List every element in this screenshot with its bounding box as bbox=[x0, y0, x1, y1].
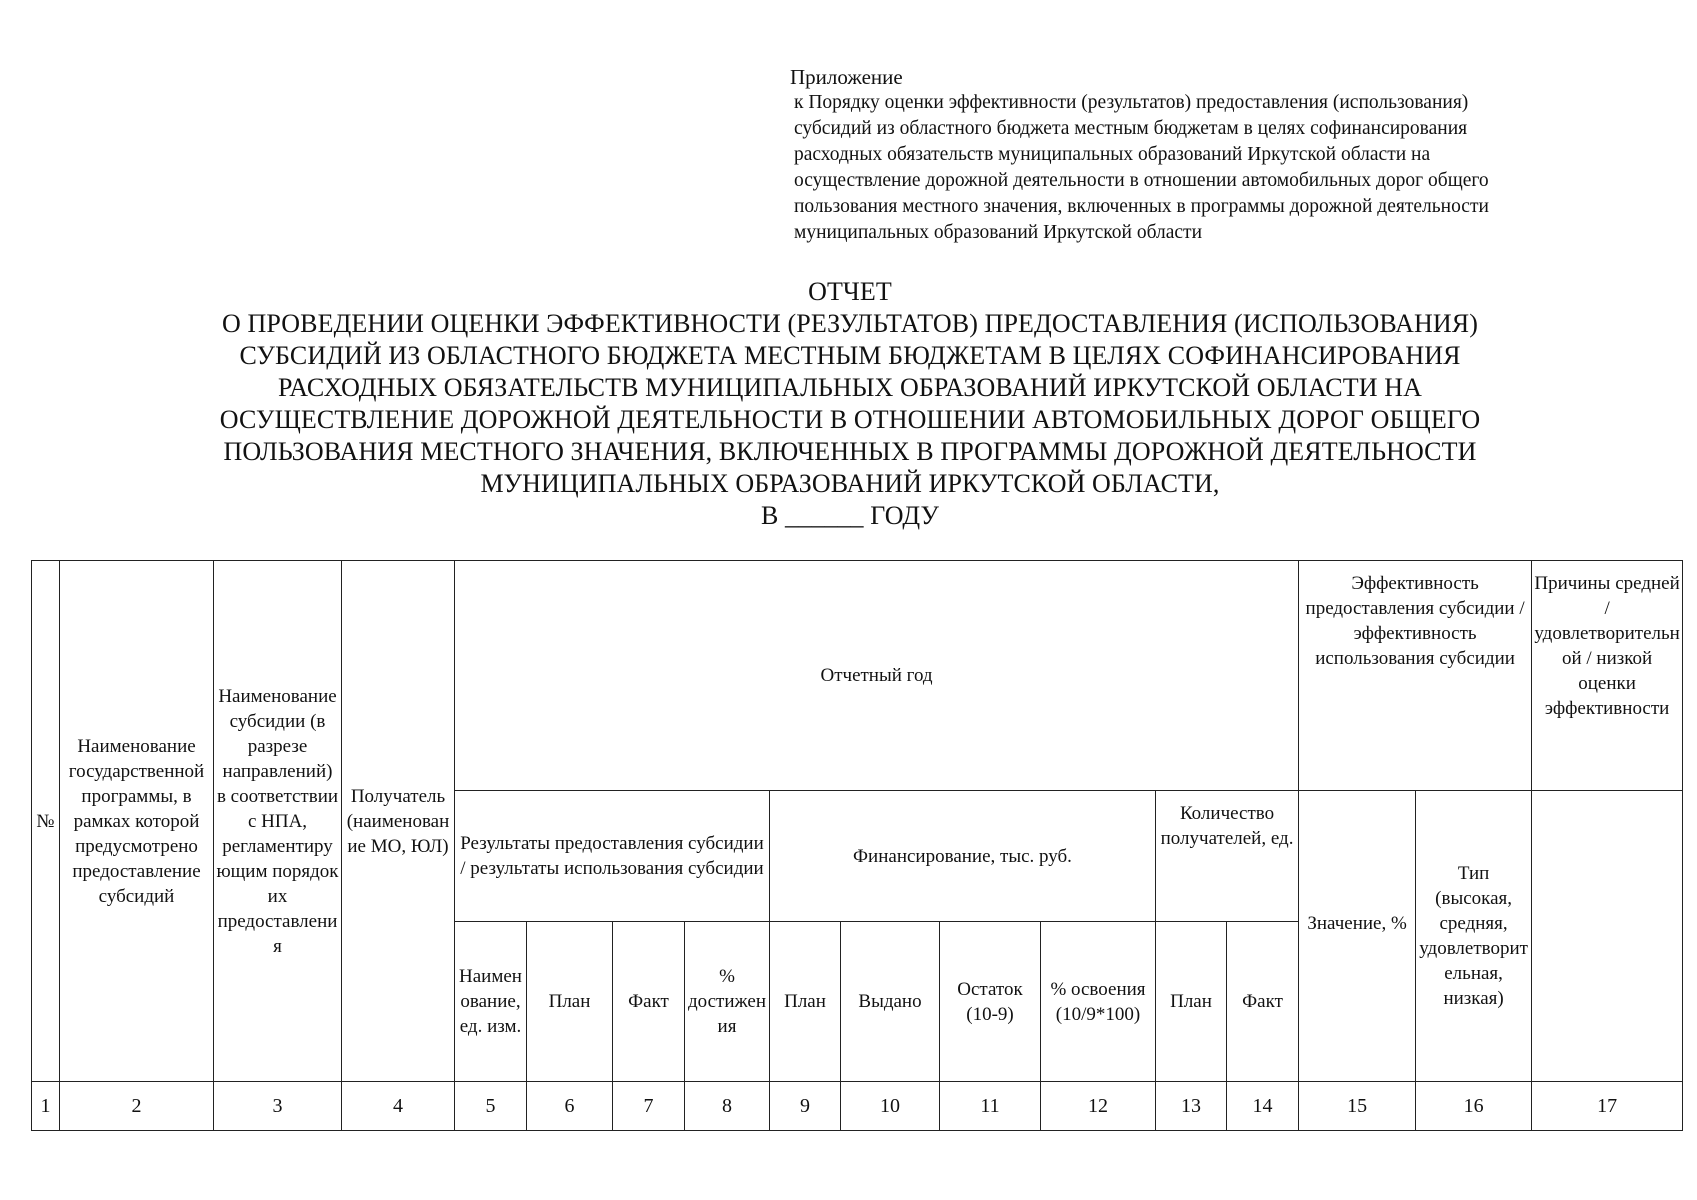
column-number: 2 bbox=[60, 1082, 214, 1131]
appendix-text bbox=[790, 90, 1670, 246]
header-efficiency: Эффективность предоставления субсидии / эффективность использования субсидии bbox=[1299, 561, 1532, 791]
appendix-line: осуществление дорожной деятельности в отношении автомобильных дорог общего bbox=[794, 170, 1489, 191]
column-number: 5 bbox=[455, 1082, 527, 1131]
title-line: СУБСИДИЙ ИЗ ОБЛАСТНОГО БЮДЖЕТА МЕСТНЫМ БЮДЖЕТАМ В ЦЕЛЯХ СОФИНАНСИРОВАНИЯ bbox=[239, 341, 1461, 370]
title-line: ОСУЩЕСТВЛЕНИЕ ДОРОЖНОЙ ДЕЯТЕЛЬНОСТИ В ОТНОШЕНИИ АВТОМОБИЛЬНЫХ ДОРОГ ОБЩЕГО bbox=[219, 405, 1481, 434]
header-reasons: Причины средней / удовлетворительной / низкой оценки эффективности bbox=[1532, 561, 1683, 791]
header-results: Результаты предоставления субсидии / результаты использования субсидии bbox=[455, 791, 770, 922]
title-line: ОТЧЕТ bbox=[808, 277, 892, 306]
header-remainder: Остаток (10-9) bbox=[940, 922, 1041, 1082]
appendix-line: субсидий из областного бюджета местным бюджетам в целях софинансирования bbox=[794, 118, 1468, 139]
header-plan: План bbox=[527, 922, 613, 1082]
header-reasons-blank bbox=[1532, 791, 1683, 1082]
column-number: 6 bbox=[527, 1082, 613, 1131]
appendix-heading: Приложение bbox=[790, 65, 903, 89]
column-number: 11 bbox=[940, 1082, 1041, 1131]
header-value: Значение, % bbox=[1299, 791, 1416, 1082]
column-number: 12 bbox=[1041, 1082, 1156, 1131]
column-number: 10 bbox=[841, 1082, 940, 1131]
header-fact-count: Факт bbox=[1227, 922, 1299, 1082]
appendix-line: расходных обязательств муниципальных образований Иркутской области на bbox=[794, 144, 1431, 165]
column-number: 9 bbox=[770, 1082, 841, 1131]
appendix-line: пользования местного значения, включенных в программы дорожной деятельности bbox=[794, 196, 1489, 217]
title-line: О ПРОВЕДЕНИИ ОЦЕНКИ ЭФФЕКТИВНОСТИ (РЕЗУЛЬТАТОВ) ПРЕДОСТАВЛЕНИЯ (ИСПОЛЬЗОВАНИЯ) bbox=[222, 309, 1478, 338]
column-number: 17 bbox=[1532, 1082, 1683, 1131]
column-number: 4 bbox=[342, 1082, 455, 1131]
title-line: В ______ ГОДУ bbox=[761, 501, 939, 530]
header-plan-fin: План bbox=[770, 922, 841, 1082]
header-fact: Факт bbox=[613, 922, 685, 1082]
header-subsidy: Наименование субсидии (в разрезе направлений) в соответствии с НПА, регламентирующим порядок их предоставления bbox=[214, 561, 342, 1082]
header-recipients-count: Количество получателей, ед. bbox=[1156, 791, 1299, 922]
header-recipient: Получатель (наименование МО, ЮЛ) bbox=[342, 561, 455, 1082]
column-number: 14 bbox=[1227, 1082, 1299, 1131]
title-line: ПОЛЬЗОВАНИЯ МЕСТНОГО ЗНАЧЕНИЯ, ВКЛЮЧЕННЫХ В ПРОГРАММЫ ДОРОЖНОЙ ДЕЯТЕЛЬНОСТИ bbox=[223, 437, 1477, 466]
header-pct-achieve: % достижения bbox=[685, 922, 770, 1082]
title-line: РАСХОДНЫХ ОБЯЗАТЕЛЬСТВ МУНИЦИПАЛЬНЫХ ОБРАЗОВАНИЙ ИРКУТСКОЙ ОБЛАСТИ НА bbox=[278, 373, 1422, 402]
header-reporting-year: Отчетный год bbox=[455, 561, 1299, 791]
column-numbers-row bbox=[32, 1082, 1683, 1131]
column-number: 7 bbox=[613, 1082, 685, 1131]
column-number: 13 bbox=[1156, 1082, 1227, 1131]
report-title bbox=[60, 276, 1640, 532]
header-issued: Выдано bbox=[841, 922, 940, 1082]
appendix-line: к Порядку оценки эффективности (результатов) предоставления (использования) bbox=[794, 92, 1469, 113]
column-number: 3 bbox=[214, 1082, 342, 1131]
header-name-unit: Наименование, ед. изм. bbox=[455, 922, 527, 1082]
title-line: МУНИЦИПАЛЬНЫХ ОБРАЗОВАНИЙ ИРКУТСКОЙ ОБЛАСТИ, bbox=[480, 469, 1220, 498]
header-financing: Финансирование, тыс. руб. bbox=[770, 791, 1156, 922]
column-number: 1 bbox=[32, 1082, 60, 1131]
header-plan-count: План bbox=[1156, 922, 1227, 1082]
appendix-line: муниципальных образований Иркутской области bbox=[794, 222, 1203, 243]
header-program: Наименование государственной программы, в рамках которой предусмотрено предоставление субсидий bbox=[60, 561, 214, 1082]
column-number: 8 bbox=[685, 1082, 770, 1131]
header-type: Тип (высокая, средняя, удовлетворительная, низкая) bbox=[1416, 791, 1532, 1082]
report-table bbox=[31, 560, 1683, 1131]
header-no: № bbox=[32, 561, 60, 1082]
appendix-block bbox=[790, 64, 1670, 246]
column-number: 15 bbox=[1299, 1082, 1416, 1131]
header-pct-use: % освоения (10/9*100) bbox=[1041, 922, 1156, 1082]
column-number: 16 bbox=[1416, 1082, 1532, 1131]
